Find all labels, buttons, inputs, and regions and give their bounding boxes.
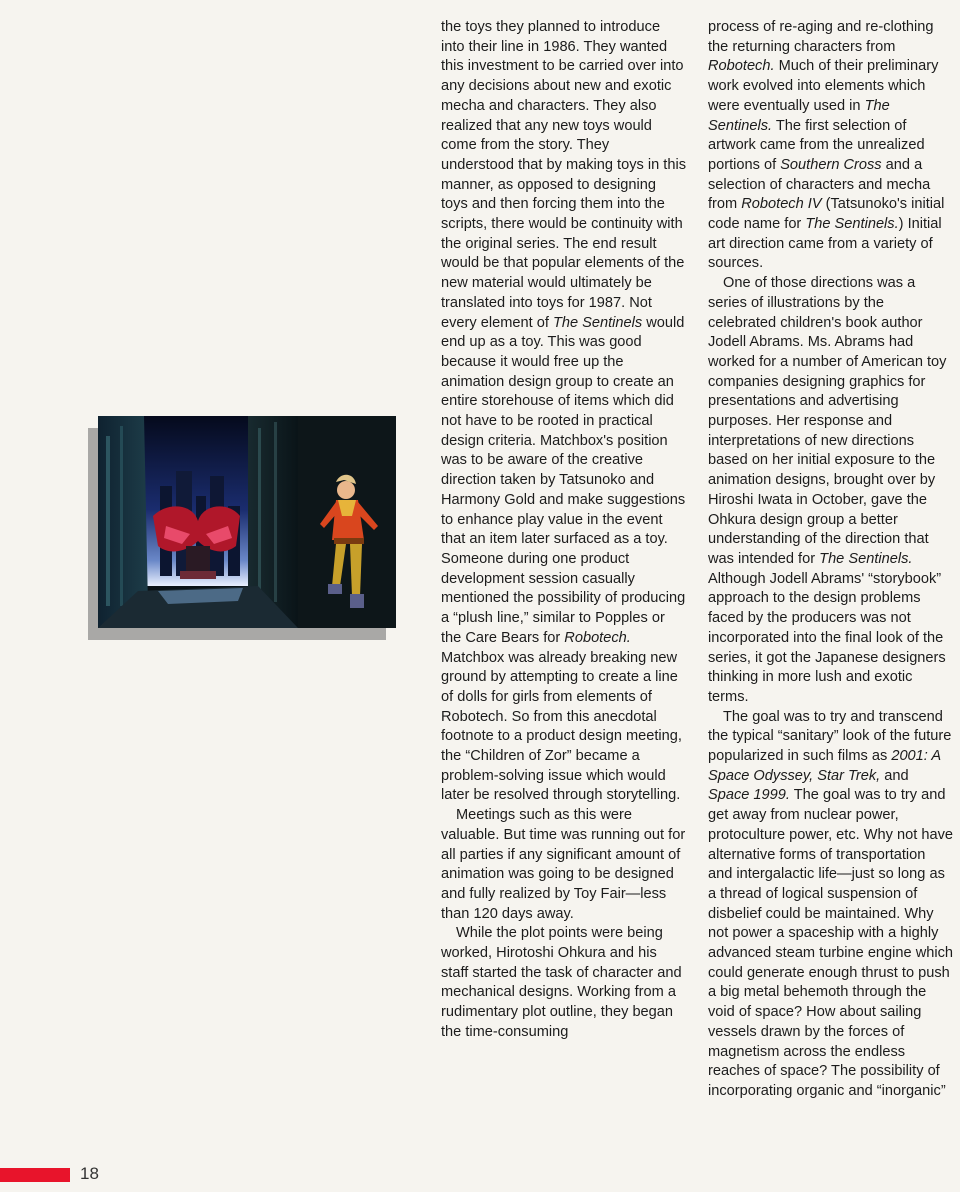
italic-title: The Sentinels. [819,550,913,567]
paragraph: Meetings such as this were valuable. But time was running out for all parties if any significant amount of animation was going to be designed and fully realized by Toy Fair—less than 120 days away. [441,807,686,922]
folio-color-bar [0,1168,70,1182]
italic-title: Robotech IV [741,196,822,213]
paragraph: One of those directions was a series of illustrations by the celebrated children's book author Jodell Abrams. Ms. Abrams had worked for a number of American toy companies designing graphics for presentations and advertising purposes. Her response and interpretations of new directions based on her initial exposure to the animation designs, brought over by Hiroshi Iwata in October, gave the Ohkura design group a better understanding of the direction that was intended for The Sentinels. Although Jodell Abrams' “storybook” approach to the design problems faced by the producers was not incorporated into the final look of the series, it got the Japanese designers thinking in more lush and exotic terms. [708,275,947,705]
italic-title: The Sentinels [552,314,643,331]
text-column-left [441,18,686,1043]
italic-title: 2001: A Space Odyssey, Star Trek, [708,748,941,784]
animation-still-image [98,416,396,628]
paragraph: the toys they planned to introduce into their line in 1986. They wanted this investment to be carried over into any decisions about new and exotic mecha and characters. They also realized that any new toys would come from the story. They understood that by making toys in this manner, as opposed to designing toys and then forcing them into the scripts, there would be continuity with the original series. The end result would be that popular elements of the new material would ultimately be translated into toys for 1987. Not every element of The Sentinels would end up as a toy. This was good because it would free up the animation design group to create an entire storehouse of items which did not have to be rooted in practical design criteria. Matchbox's position was to be aware of the creative direction taken by Tatsunoko and Harmony Gold and make suggestions to enhance play value in the event that an item later surfaced as a toy. Someone during one product development session casually mentioned the possibility of producing a “plush line,” similar to Popples or the Care Bears for Robotech. Matchbox was already breaking new ground by attempting to create a line of dolls for girls from elements of Robotech. So from this anecdotal footnote to a product design meeting, the “Children of Zor” became a problem-solving issue which would later be resolved through storytelling. [441,19,686,804]
animation-still-art [98,416,396,628]
paragraph: While the plot points were being worked, Hirotoshi Ohkura and his staff started the task of character and mechanical designs. Working from a rudimentary plot outline, they began the time-consuming [441,925,682,1040]
italic-title: Robotech. [708,58,775,75]
paragraph: process of re-aging and re-clothing the returning characters from Robotech. Much of their preliminary work evolved into elements which were eventually used in The Sentinels. The first selection of artwork came from the unrealized portions of Southern Cross and a selection of characters and mecha from Robotech IV (Tatsunoko's initial code name for The Sentinels.) Initial art direction came from a variety of sources. [708,19,945,272]
italic-title: The Sentinels. [805,216,899,233]
italic-title: Southern Cross [780,156,882,173]
page-number: 18 [80,1164,99,1183]
paragraph: The goal was to try and transcend the typical “sanitary” look of the future popularized in such films as 2001: A Space Odyssey, Star Trek, and Space 1999. The goal was to try and get away from nuclear power, protoculture power, etc. Why not have alternative forms of transportation and intergalactic life—just so long as a thread of logical suspension of disbelief could be maintained. Why not power a spaceship with a highly advanced steam turbine engine which could generate enough thrust to push a big metal behemoth through the void of space? How about sailing vessels drawn by the forces of magnetism across the endless reaches of space? The possibility of incorporating organic and “inorganic” [708,708,954,1099]
text-column-right [708,18,953,1102]
italic-title: Robotech. [564,629,631,646]
italic-title: The Sentinels. [708,97,890,134]
italic-title: Space 1999. [708,787,790,804]
figure-animation-still [88,416,396,640]
